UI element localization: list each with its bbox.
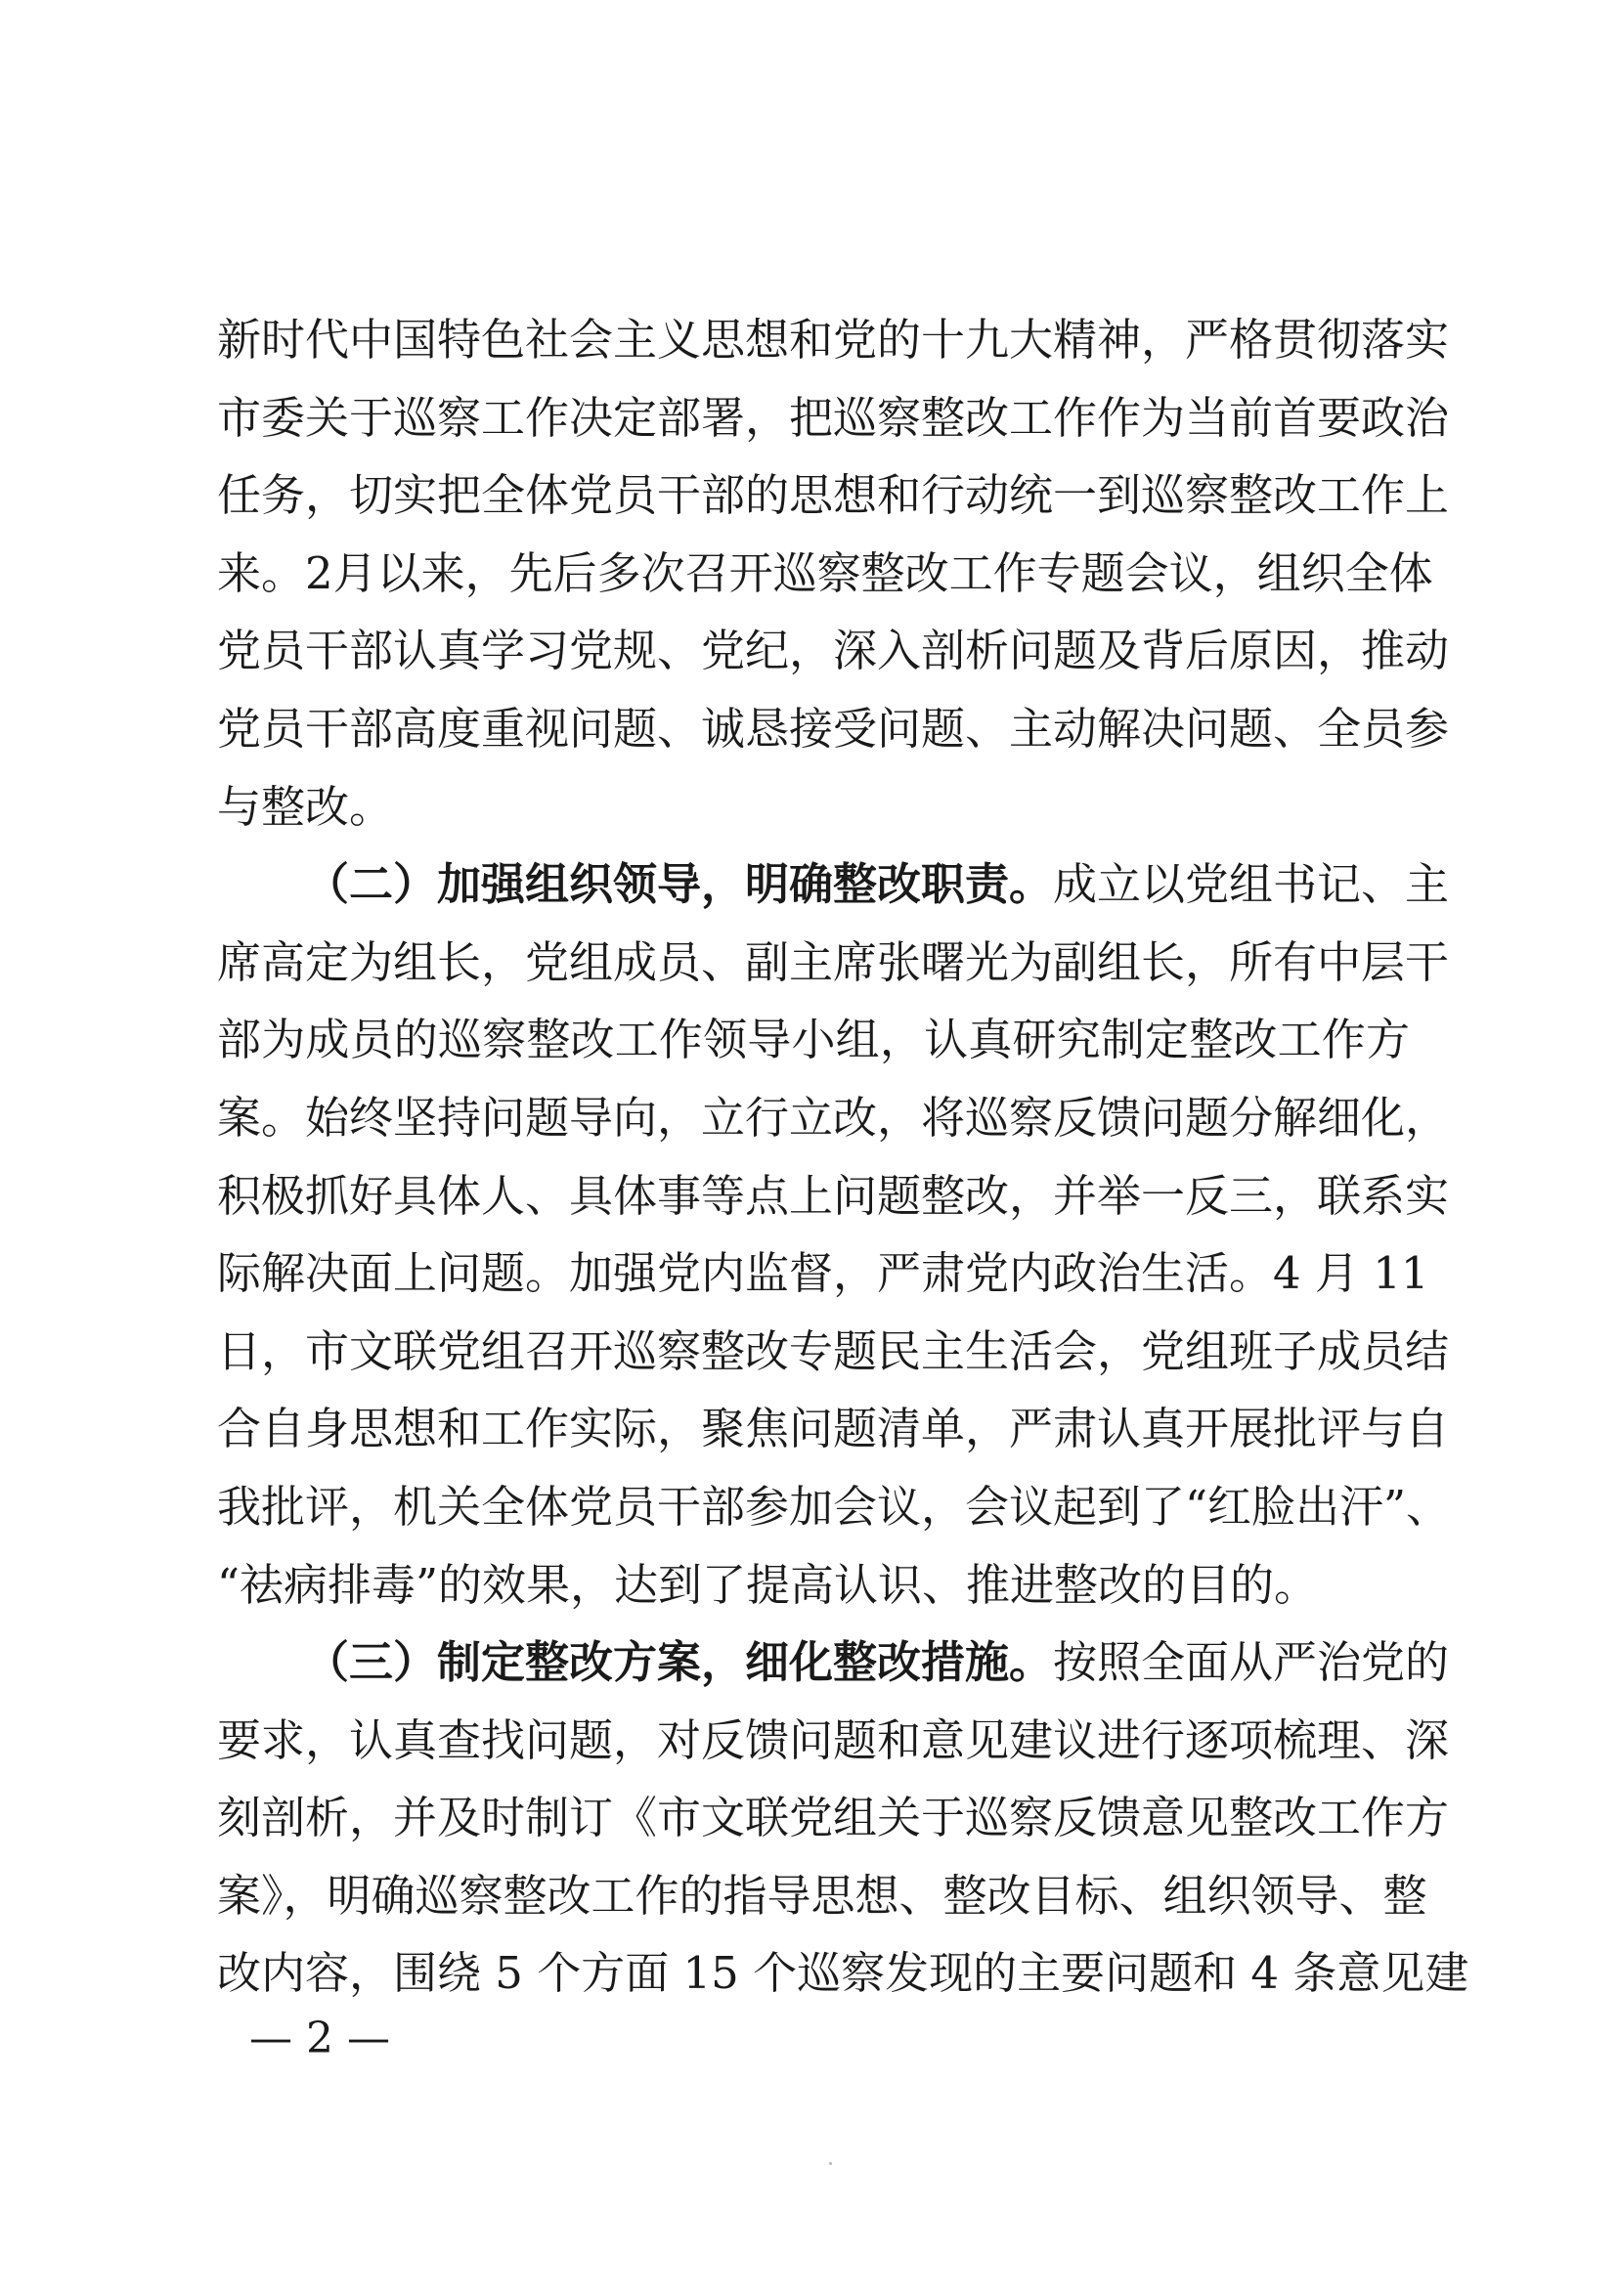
section-3-first-line xyxy=(217,1624,1450,1702)
text-line: “祛病排毒”的效果，达到了提高认识、推进整改的目的。 xyxy=(217,1558,1319,1611)
text-line: 日，市文联党组召开巡察整改专题民主生活会，党组班子成员结 xyxy=(217,1324,1450,1377)
text-line: 新时代中国特色社会主义思想和党的十九大精神，严格贯彻落实 xyxy=(217,314,1450,366)
text-line: 任务，切实把全体党员干部的思想和行动统一到巡察整改工作上 xyxy=(217,469,1450,522)
page-number: — 2 — xyxy=(249,2014,390,2063)
text-line: 部为成员的巡察整改工作领导小组，认真研究制定整改工作方 xyxy=(217,1014,1410,1066)
text-line: 积极抓好具体人、具体事等点上问题整改，并举一反三，联系实 xyxy=(217,1169,1450,1222)
section-2-first-line xyxy=(217,845,1450,924)
text-line: 刻剖析，并及时制订《市文联党组关于巡察反馈意见整改工作方 xyxy=(217,1792,1450,1844)
text-line: 党员干部认真学习党规、党纪，深入剖析问题及背后原因，推动 xyxy=(217,625,1450,677)
section-2-first-line-text: 成立以党组书记、主 xyxy=(1053,858,1450,911)
text-line: 席高定为组长，党组成员、副主席张曙光为副组长，所有中层干 xyxy=(217,935,1450,988)
text-line: 党员干部高度重视问题、诚恳接受问题、主动解决问题、全员参 xyxy=(217,702,1450,755)
text-line: 际解决面上问题。加强党内监督，严肃党内政治生活。4 月 11 xyxy=(217,1247,1429,1300)
text-line: 市委关于巡察工作决定部署，把巡察整改工作作为当前首要政治 xyxy=(217,391,1450,444)
text-line: 要求，认真查找问题，对反馈问题和意见建议进行逐项梳理、深 xyxy=(217,1713,1450,1766)
scan-speck xyxy=(829,2162,832,2165)
text-line: 与整改。 xyxy=(217,780,394,833)
text-line: 案》，明确巡察整改工作的指导思想、整改目标、组织领导、整 xyxy=(217,1869,1427,1922)
section-3-first-line-text: 按照全面从严治党的 xyxy=(1053,1636,1450,1689)
text-line: 我批评，机关全体党员干部参加会议，会议起到了“红脸出汗”、 xyxy=(217,1480,1451,1533)
text-line: 案。始终坚持问题导向，立行立改，将巡察反馈问题分解细化， xyxy=(217,1091,1450,1144)
body-text xyxy=(217,301,1469,2013)
text-line: 合自身思想和工作实际，聚焦问题清单，严肃认真开展批评与自 xyxy=(217,1403,1450,1455)
text-line: 来。2月以来，先后多次召开巡察整改工作专题会议，组织全体 xyxy=(217,546,1433,599)
section-2-heading: （二）加强组织领导，明确整改职责。 xyxy=(305,858,1054,911)
text-line: 改内容，围绕 5 个方面 15 个巡察发现的主要问题和 4 条意见建 xyxy=(217,1947,1469,2000)
section-3-heading: （三）制定整改方案，细化整改措施。 xyxy=(305,1636,1054,1689)
